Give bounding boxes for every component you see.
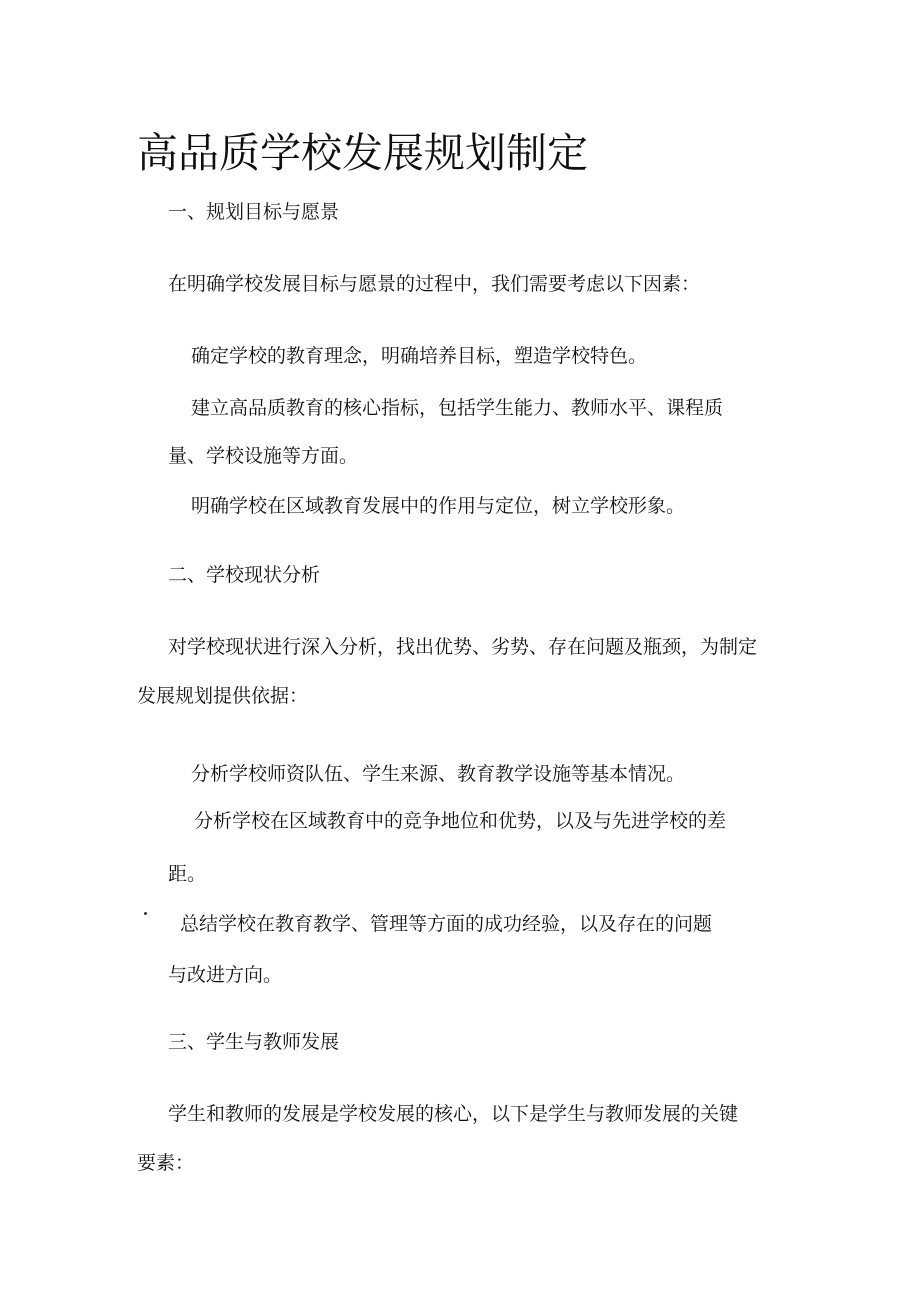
document-title: 高品质学校发展规划制定 — [137, 129, 588, 177]
section-1-item-2-line-2: 量、学校设施等方面。 — [168, 445, 359, 467]
section-1-item-1: 确定学校的教育理念，明确培养目标，塑造学校特色。 — [191, 345, 648, 367]
section-2-intro-line-2: 发展规划提供依据： — [137, 685, 309, 707]
section-1-item-2-line-1: 建立高品质教育的核心指标，包括学生能力、教师水平、课程质 — [191, 397, 724, 419]
section-heading-1: 一、规划目标与愿景 — [168, 201, 340, 223]
section-1-item-3: 明确学校在区域教育发展中的作用与定位，树立学校形象。 — [191, 495, 686, 517]
section-2-item-2-line-1: 分析学校在区域教育中的竞争地位和优势，以及与先进学校的差 — [194, 810, 727, 832]
section-3-intro-line-1: 学生和教师的发展是学校发展的核心，以下是学生与教师发展的关键 — [168, 1103, 739, 1125]
section-2-item-3-line-1: 总结学校在教育教学、管理等方面的成功经验，以及存在的问题 — [180, 913, 713, 935]
section-2-intro-line-1: 对学校现状进行深入分析，找出优势、劣势、存在问题及瓶颈，为制定 — [168, 636, 758, 658]
section-heading-2: 二、学校现状分析 — [168, 564, 321, 586]
section-2-item-2-line-2: 距。 — [168, 863, 207, 885]
section-2-item-1: 分析学校师资队伍、学生来源、教育教学设施等基本情况。 — [191, 763, 686, 785]
section-heading-3: 三、学生与教师发展 — [168, 1031, 340, 1053]
bullet-dot — [144, 912, 147, 915]
section-2-item-3-line-2: 与改进方向。 — [168, 964, 283, 986]
section-1-intro: 在明确学校发展目标与愿景的过程中，我们需要考虑以下因素： — [168, 273, 701, 295]
section-3-intro-line-2: 要素： — [137, 1152, 195, 1174]
